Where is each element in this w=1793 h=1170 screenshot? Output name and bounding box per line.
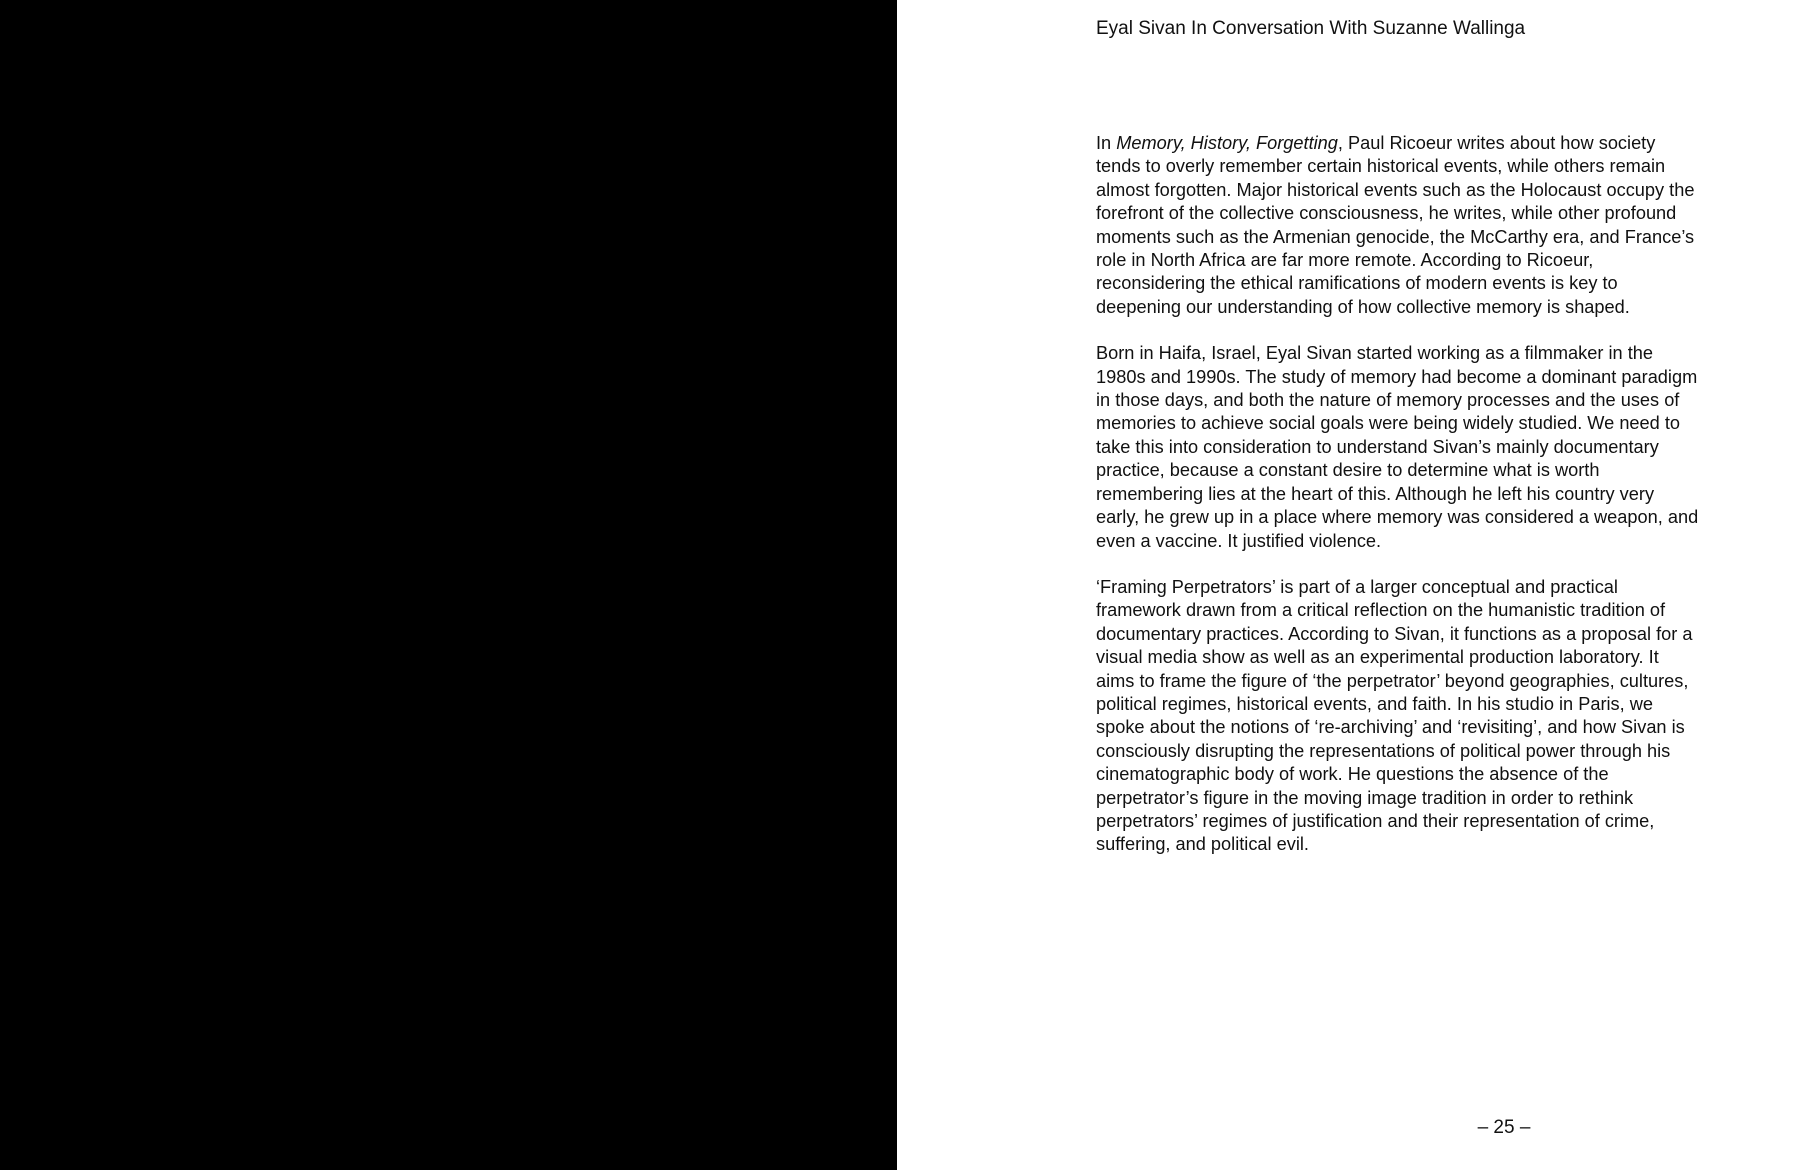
paragraph-1-rest: , Paul Ricoeur writes about how society tends to overly remember certain historical events, while others remain almost forgotten. Major historical events such as the Holocaust occupy the forefront of the collective consciousness, he writes, while other profound moments such as the Armenian genocide, the McCarthy era, and France’s role in North Africa are far more remote. According to Ricoeur, reconsidering the ethical ramifications of modern events is key to deepening our understanding of how collective memory is shaped.: [1096, 133, 1695, 317]
article-body: [1096, 132, 1702, 880]
paragraph-1: [1096, 132, 1702, 319]
running-head: Eyal Sivan In Conversation With Suzanne Wallinga: [1096, 18, 1526, 39]
page-number-text: – 25 –: [1477, 1117, 1531, 1138]
paragraph-3: ‘Framing Perpetrators’ is part of a larger conceptual and practical framework drawn from a critical reflection on the humanistic tradition of documentary practices. According to Sivan, it functions as a proposal for a visual media show as well as an experimental production laboratory. It aims to frame the figure of ‘the perpetrator’ beyond geographies, cultures, political regimes, historical events, and faith. In his studio in Paris, we spoke about the notions of ‘re-archiving’ and ‘revisiting’, and how Sivan is consciously disrupting the representations of political power through his cinematographic body of work. He questions the absence of the perpetrator’s figure in the moving image tradition in order to rethink perpetrators’ regimes of justification and their representation of crime, suffering, and political evil.: [1096, 576, 1693, 855]
page-number: [897, 1115, 1793, 1141]
paragraph-2: Born in Haifa, Israel, Eyal Sivan started working as a filmmaker in the 1980s and 1990s. The study of memory had become a dominant paradigm in those days, and both the nature of memory processes and the uses of memories to achieve social goals were being widely studied. We need to take this into consideration to understand Sivan’s mainly documentary practice, because a constant desire to determine what is worth remembering lies at the heart of this. Although he left his country very early, he grew up in a place where memory was considered a weapon, and even a vaccine. It justified violence.: [1096, 343, 1699, 551]
paragraph-1-lead: In: [1096, 133, 1117, 153]
text-page: [897, 0, 1793, 1170]
book-title: Memory, History, Forgetting: [1116, 133, 1338, 153]
